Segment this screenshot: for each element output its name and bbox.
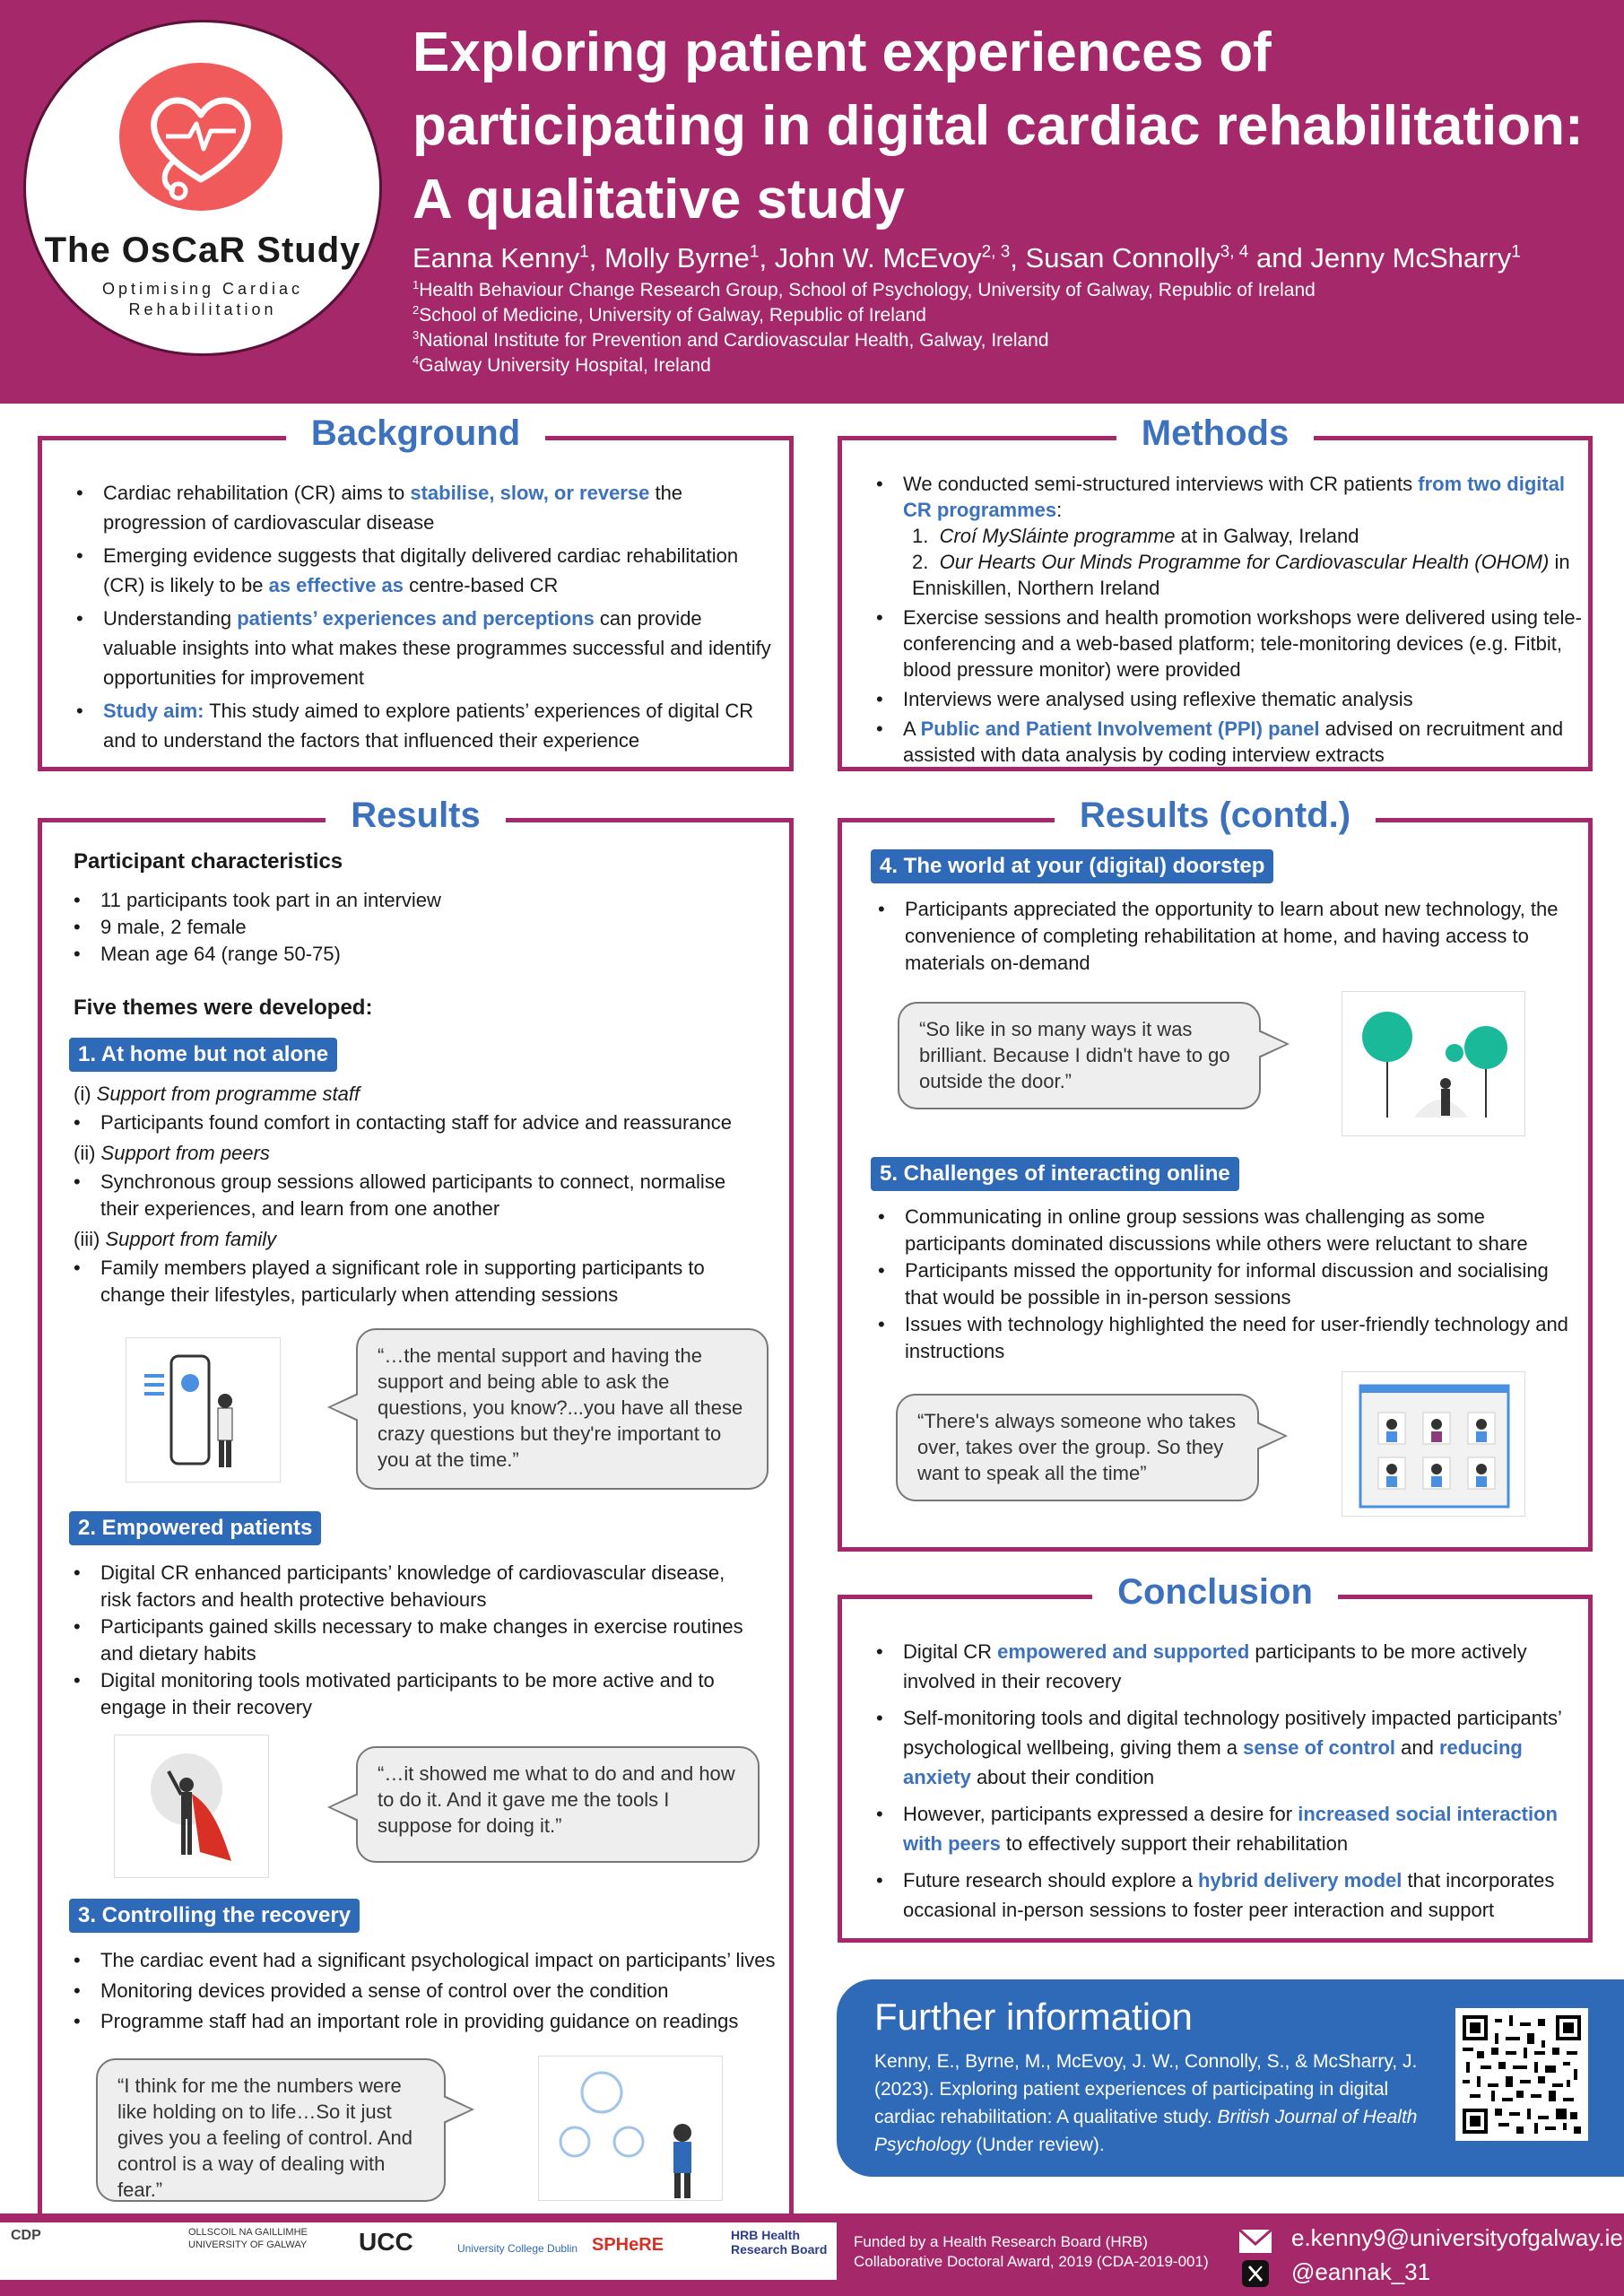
results-panel	[38, 796, 794, 2217]
monitor-illustration	[538, 2056, 723, 2201]
further-information-box	[837, 1979, 1624, 2177]
author-list: Eanna Kenny$^1$, Molly Byrne$^1$, John W. McEvoy$^{2, 3}$, Susan Connolly$^{3, 4}$ and Jenny McSharry$^1$	[413, 242, 1521, 274]
funding-text: Collaborative Doctoral Award, 2019 (CDA-2019-001)	[854, 2253, 1209, 2270]
logo-subtitle: Optimising Cardiac	[101, 280, 304, 298]
five-themes-heading: Five themes were developed:	[74, 996, 373, 1020]
list-item: • Exercise sessions and health promotion workshops were delivered using tele-conferencing and a web-based platform; tele-monitoring devices (e.g. Fitbit, blood pressure monitor) were provided	[867, 604, 1585, 683]
ucc-logo: UCC	[359, 2228, 413, 2256]
list-item: • Self-monitoring tools and digital technology positively impacted participants’ psychological wellbeing, giving them a sense of control and reducing anxiety about their condition	[867, 1703, 1576, 1792]
logo-title: The OsCaR Study	[44, 230, 361, 270]
galway-logo: OLLSCOIL NA GAILLIMHE UNIVERSITY OF GALWAY	[188, 2227, 308, 2250]
author: Jenny McSharry	[1310, 242, 1512, 274]
hrb-logo: HRB Health Research Board	[731, 2228, 828, 2257]
subtheme-heading: (ii) Support from peers	[74, 1142, 270, 1164]
quote-bubble: “So like in so many ways it was brilliant. Because I didn't have to go outside the door.”	[898, 1002, 1261, 1109]
video-call-illustration	[1342, 1371, 1525, 1517]
list-item: • Participants found comfort in contacting staff for advice and reassurance	[74, 1109, 773, 1136]
results-contd-heading: Results (contd.)	[1055, 796, 1376, 835]
author: John W. McEvoy	[774, 242, 982, 274]
list-item: • Synchronous group sessions allowed participants to connect, normalise their experiences, and learn from one another	[74, 1169, 755, 1222]
quote-bubble: “There's always someone who takes over, takes over the group. So they want to speak all the time”	[896, 1394, 1259, 1501]
list-item: • Future research should explore a hybrid delivery model that incorporates occasional in-person sessions to foster peer interaction and support	[867, 1866, 1576, 1925]
funding-text: Funded by a Health Research Board (HRB)	[854, 2233, 1148, 2250]
poster-title: Exploring patient experiences of participating in digital cardiac rehabilitation: A qualitative study	[413, 22, 1584, 230]
conclusion-panel	[838, 1572, 1593, 1943]
methods-heading: Methods	[1116, 413, 1314, 453]
list-item: • Family members played a significant role in supporting participants to change their lifestyles, particularly when attending sessions	[74, 1255, 737, 1309]
participant-characteristics-heading: Participant characteristics	[74, 849, 343, 874]
affiliation: $^3$National Institute for Prevention and Cardiovascular Health, Galway, Ireland	[413, 328, 1049, 351]
heart-stethoscope-icon	[119, 63, 282, 211]
list-item: • Participants gained skills necessary to make changes in exercise routines and dietary habits	[74, 1613, 755, 1667]
theme-4-tag: 4. The world at your (digital) doorstep	[871, 849, 1273, 883]
list-item: • 9 male, 2 female	[74, 914, 755, 941]
x-icon	[1238, 2260, 1273, 2287]
quote-bubble: “…the mental support and having the support and being able to ask the questions, you know?...you have all these crazy questions but they're important to you at the time.”	[356, 1328, 769, 1490]
quote-bubble: “I think for me the numbers were like holding on to life…So it just gives you a feeling of control. And control is a way of dealing with fear.”	[96, 2058, 446, 2202]
list-item: • Participants appreciated the opportunity to learn about new technology, the convenience of completing rehabilitation at home, and having access to materials on-demand	[878, 896, 1568, 977]
programme-item: 1. Croí MySláinte programme at in Galway, Ireland	[912, 525, 1359, 547]
theme-5-tag: 5. Challenges of interacting online	[871, 1157, 1239, 1191]
author: Molly Byrne	[604, 242, 750, 274]
list-item: • Digital monitoring tools motivated participants to be more active and to engage in their recovery	[74, 1667, 755, 1721]
theme-3-tag: 3. Controlling the recovery	[69, 1899, 360, 1933]
qr-code[interactable]	[1455, 2008, 1588, 2141]
list-item: • Digital CR empowered and supported participants to be more actively involved in their recovery	[867, 1637, 1576, 1696]
author: Susan Connolly	[1025, 242, 1220, 274]
mail-icon	[1238, 2228, 1273, 2255]
list-item: • 11 participants took part in an interview	[74, 887, 755, 914]
quote-bubble: “…it showed me what to do and and how to do it. And it gave me the tools I suppose for doing it.”	[356, 1746, 760, 1863]
list-item: • Cardiac rehabilitation (CR) aims to stabilise, slow, or reverse the progression of cardiovascular disease	[67, 478, 776, 537]
conclusion-heading: Conclusion	[1092, 1572, 1338, 1612]
list-item: • Emerging evidence suggests that digitally delivered cardiac rehabilitation (CR) is likely to be as effective as centre-based CR	[67, 541, 776, 600]
theme-1-tag: 1. At home but not alone	[69, 1038, 337, 1072]
background-heading: Background	[286, 413, 545, 453]
author: Eanna Kenny	[413, 242, 580, 274]
list-item: • Monitoring devices provided a sense of control over the condition	[74, 1976, 791, 2006]
logo-subtitle: Rehabilitation	[128, 300, 277, 318]
sphere-logo: SPHeRE	[592, 2235, 664, 2255]
cdp-logo: CDP	[11, 2228, 41, 2243]
further-information-heading: Further information	[874, 1996, 1193, 2038]
oscar-logo	[23, 20, 382, 356]
partner-logos	[0, 2222, 837, 2280]
list-item: • Mean age 64 (range 50-75)	[74, 941, 755, 968]
list-item: • However, participants expressed a desire for increased social interaction with peers to effectively support their rehabilitation	[867, 1799, 1576, 1858]
phone-illustration	[126, 1337, 281, 1483]
trees-illustration	[1342, 991, 1525, 1136]
list-item: • We conducted semi-structured interviews with CR patients from two digital CR programmes: 1. Croí MySláinte programme at in Galway, Ireland 2. Our Hearts Our Minds Programme for Cardiovascular Health (OHOM) in Enniskillen, Northern Ireland	[867, 471, 1585, 601]
email-link[interactable]: e.kenny9@universityofgalway.ie	[1291, 2224, 1623, 2251]
methods-panel	[838, 413, 1593, 771]
theme-2-tag: 2. Empowered patients	[69, 1511, 321, 1545]
subtheme-heading: (i) Support from programme staff	[74, 1083, 360, 1105]
list-item: • Participants missed the opportunity for informal discussion and socialising that would be possible in in-person sessions	[878, 1257, 1577, 1311]
list-item: • Communicating in online group sessions was challenging as some participants dominated discussions while others were reluctant to share	[878, 1204, 1577, 1257]
affiliation: $^4$Galway University Hospital, Ireland	[413, 353, 711, 376]
subtheme-heading: (iii) Support from family	[74, 1228, 277, 1250]
results-contd-panel	[838, 796, 1593, 1552]
list-item: • Interviews were analysed using reflexive thematic analysis	[867, 686, 1585, 712]
list-item: • Understanding patients’ experiences and perceptions can provide valuable insights into what makes these programmes successful and identify opportunities for improvement	[67, 604, 776, 692]
social-handle-link[interactable]: @eannak_31	[1291, 2258, 1431, 2285]
affiliation: $^1$Health Behaviour Change Research Group, School of Psychology, University of Galway, Republic of Ireland	[413, 278, 1316, 300]
programme-item: 2. Our Hearts Our Minds Programme for Cardiovascular Health (OHOM) in Enniskillen, Northern Ireland	[912, 551, 1570, 599]
superhero-illustration	[114, 1735, 269, 1878]
list-item: • The cardiac event had a significant psychological impact on participants’ lives	[74, 1945, 791, 1976]
background-panel	[38, 413, 794, 771]
list-item: • Digital CR enhanced participants’ knowledge of cardiovascular disease, risk factors and health protective behaviours	[74, 1560, 755, 1613]
header	[0, 0, 1624, 404]
footer	[0, 2213, 1624, 2296]
list-item: • Issues with technology highlighted the need for user-friendly technology and instructions	[878, 1311, 1577, 1365]
citation: Kenny, E., Byrne, M., McEvoy, J. W., Connolly, S., & McSharry, J. (2023). Exploring patient experiences of participating in digital cardiac rehabilitation: A qualitative study. British Journal of Health Psychology (Under review).	[874, 2051, 1418, 2155]
list-item: • Programme staff had an important role in providing guidance on readings	[74, 2006, 791, 2037]
affiliation: $^2$School of Medicine, University of Galway, Republic of Ireland	[413, 303, 926, 326]
results-heading: Results	[326, 796, 506, 835]
ucd-logo: University College Dublin	[457, 2242, 578, 2255]
list-item: • Study aim: This study aimed to explore patients’ experiences of digital CR and to understand the factors that influenced their experience	[67, 696, 776, 755]
list-item: • A Public and Patient Involvement (PPI) panel advised on recruitment and assisted with data analysis by coding interview extracts	[867, 716, 1585, 768]
